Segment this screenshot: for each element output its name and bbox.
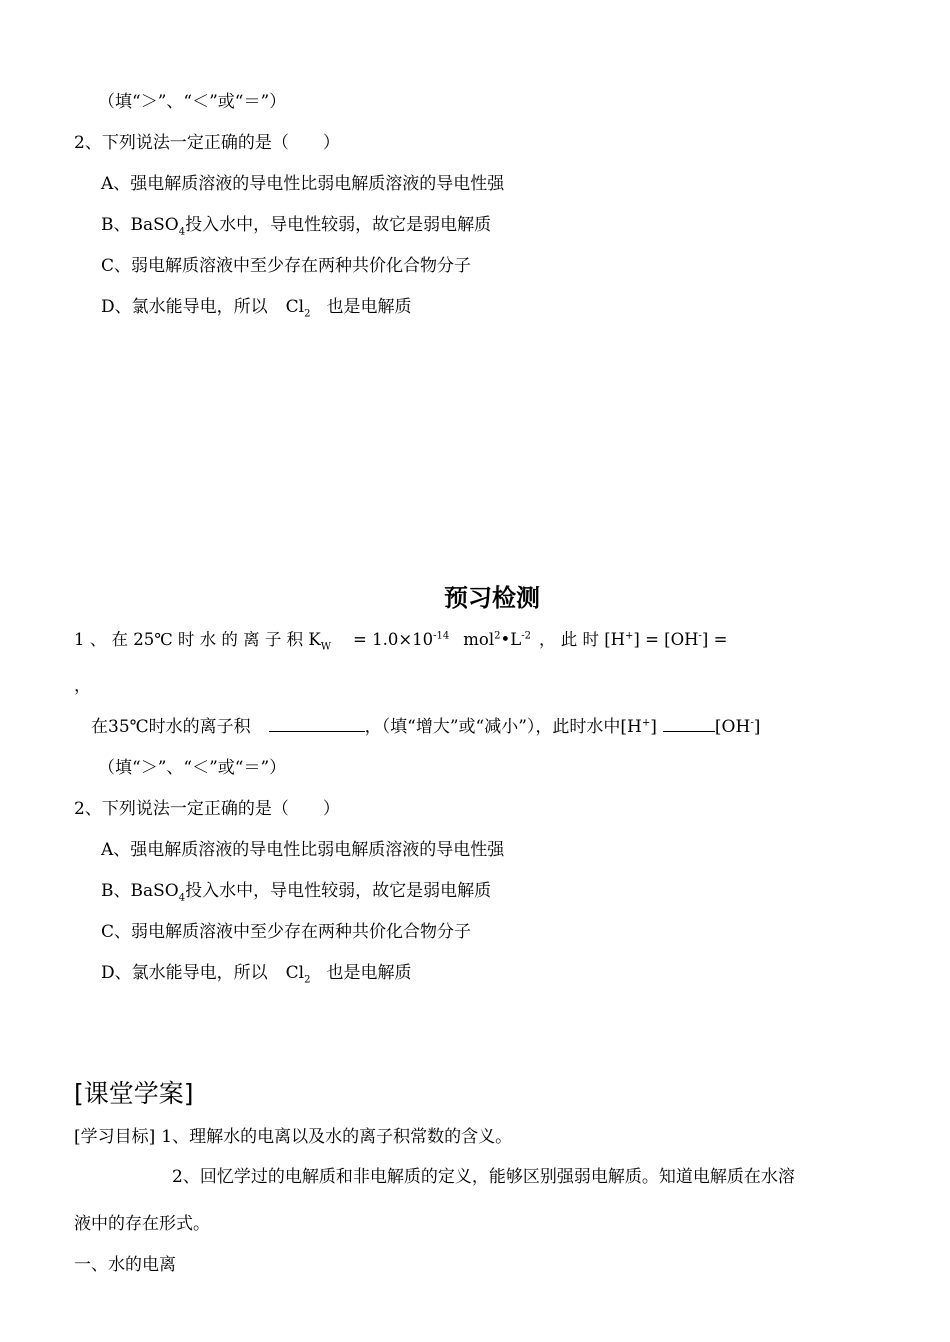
q1-text: ] [650, 717, 657, 737]
superscript: + [641, 717, 651, 729]
section-water-ionization: 一、水的电离 [74, 1255, 176, 1275]
question-2-stem-top: 2、下列说法一定正确的是（ ） [74, 133, 340, 153]
question-1-comma: ， [74, 676, 91, 696]
option-d-text: D、氯水能导电，所以 [101, 963, 268, 983]
goal-2: 2、回忆学过的电解质和非电解质的定义，能够区别强弱电解质。知道电解质在水溶 [172, 1167, 795, 1187]
q1-text: ] = [701, 630, 728, 649]
option-c-top: C、弱电解质溶液中至少存在两种共价化合物分子 [101, 256, 472, 276]
subscript: 2 [304, 308, 311, 320]
chlorine-formula: Cl [285, 963, 305, 983]
option-b-text: 投入水中，导电性较弱，故它是弱电解质 [185, 881, 492, 901]
option-d-text: 也是电解质 [326, 963, 412, 983]
q1-text: [OH [714, 717, 751, 737]
fill-hint: （填“＞”、“＜”或“＝”） [98, 758, 287, 778]
subscript: 4 [178, 226, 186, 238]
option-b-top [101, 214, 491, 236]
q1-text: 在35℃时水的离子积 [91, 717, 251, 737]
classroom-plan-title: [课堂学案] [74, 1079, 194, 1108]
q1-text: 1 、 在 25℃ 时 水 的 离 子 积 K [74, 630, 321, 649]
q1-text: ， 此 时 [H [538, 630, 626, 649]
q1-text: = 1.0×10 [353, 630, 434, 649]
question-1-line-2 [91, 716, 760, 738]
goal-label: [学习目标] [74, 1127, 156, 1147]
superscript: -2 [521, 630, 531, 642]
answer-blank[interactable] [269, 731, 365, 732]
option-b [101, 880, 491, 902]
option-d-top [101, 296, 411, 318]
superscript: + [625, 630, 634, 642]
option-d-text: D、氯水能导电，所以 [101, 297, 268, 317]
q1-unit: mol [463, 630, 495, 649]
option-b-text: B、BaSO [101, 881, 179, 901]
subscript: 4 [178, 892, 186, 904]
superscript: - [698, 630, 702, 642]
q1-text: ] [753, 717, 761, 737]
q1-text: ，（填“增大”或“减小”），此时水中[H [364, 717, 642, 737]
option-c: C、弱电解质溶液中至少存在两种共价化合物分子 [101, 922, 472, 942]
chlorine-formula: Cl [285, 297, 305, 317]
goal-1: 1、理解水的电离以及水的离子积常数的含义。 [161, 1127, 513, 1147]
learning-goals [74, 1126, 512, 1148]
q1-text: ] = [OH [633, 630, 699, 649]
superscript: 2 [494, 630, 501, 642]
option-b-text: 投入水中，导电性较弱，故它是弱电解质 [185, 215, 492, 235]
fill-hint-top: （填“＞”、“＜”或“＝”） [98, 92, 287, 112]
option-d-text: 也是电解质 [326, 297, 412, 317]
question-2-stem: 2、下列说法一定正确的是（ ） [74, 799, 340, 819]
superscript: -14 [433, 630, 450, 642]
q1-unit: •L [500, 630, 522, 649]
option-a: A、强电解质溶液的导电性比弱电解质溶液的导电性强 [101, 840, 505, 860]
goal-2-continued: 液中的存在形式。 [74, 1214, 210, 1234]
subscript: W [320, 641, 332, 653]
option-a-top: A、强电解质溶液的导电性比弱电解质溶液的导电性强 [101, 174, 505, 194]
answer-blank[interactable] [663, 731, 715, 732]
option-b-text: B、BaSO [101, 215, 179, 235]
superscript: - [750, 717, 754, 729]
question-1-line-1 [74, 629, 727, 651]
preview-check-title: 预习检测 [444, 584, 540, 612]
subscript: 2 [304, 974, 311, 986]
option-d [101, 962, 411, 984]
